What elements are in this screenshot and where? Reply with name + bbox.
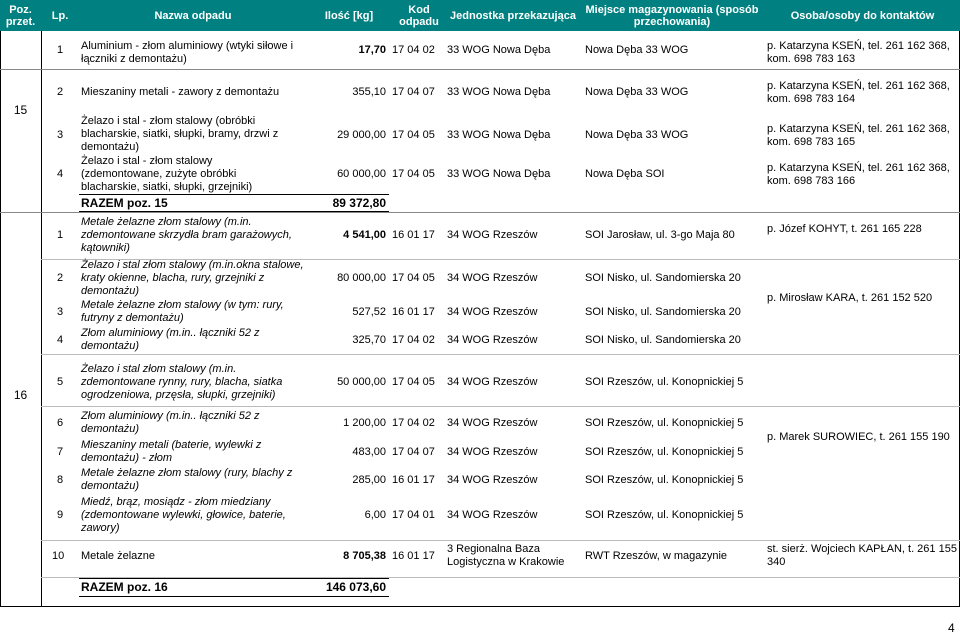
contact: p. Katarzyna KSEŃ, tel. 261 162 368, kom. 698 783 165: [767, 123, 950, 148]
row-kod: 16 01 17: [392, 229, 435, 241]
row-ilosc: 80 000,00: [337, 272, 386, 284]
group-divider: [0, 212, 960, 213]
group-number: 16: [13, 388, 28, 402]
row-jednostka: 33 WOG Nowa Dęba: [447, 129, 551, 141]
header-miejsce: Miejsce magazynowania (sposób przechowania): [585, 3, 759, 28]
row-lp: 1: [56, 229, 64, 241]
row-kod: 17 04 02: [392, 44, 435, 56]
row-miejsce: SOI Rzeszów, ul. Konopnickiej 5: [585, 446, 744, 458]
row-lp: 9: [56, 509, 64, 521]
total-line: [79, 578, 389, 579]
row-lp: 3: [56, 306, 64, 318]
row-kod: 16 01 17: [392, 550, 435, 562]
row-jednostka: 34 WOG Rzeszów: [447, 306, 538, 318]
row-ilosc: 355,10: [352, 86, 386, 98]
row-jednostka: 34 WOG Rzeszów: [447, 474, 538, 486]
row-jednostka: 33 WOG Nowa Dęba: [447, 86, 551, 98]
row-nazwa: Złom aluminiowy (m.in.. łączniki 52 z demontażu): [81, 410, 260, 435]
row-lp: 3: [56, 129, 64, 141]
row-nazwa: Metale żelazne złom stalowy (m.in. zdemontowane skrzydła bram garażowych, kątowniki): [81, 216, 292, 254]
row-ilosc: 1 200,00: [343, 417, 386, 429]
row-ilosc: 8 705,38: [343, 550, 386, 562]
total-value: 89 372,80: [332, 196, 386, 210]
row-lp: 10: [52, 550, 65, 562]
row-lp: 2: [56, 86, 64, 98]
row-lp: 6: [56, 417, 64, 429]
page-number: 4: [948, 621, 955, 635]
contact: p. Mirosław KARA, t. 261 152 520: [767, 292, 933, 304]
row-kod: 17 04 07: [392, 446, 435, 458]
contact: p. Marek SUROWIEC, t. 261 155 190: [767, 431, 950, 443]
row-miejsce: SOI Rzeszów, ul. Konopnickiej 5: [585, 474, 744, 486]
row-kod: 16 01 17: [392, 474, 435, 486]
row-jednostka: 3 Regionalna Baza Logistyczna w Krakowie: [447, 543, 565, 568]
row-nazwa: Metale żelazne: [81, 550, 155, 562]
row-miejsce: Nowa Dęba SOI: [585, 168, 665, 180]
row-ilosc: 50 000,00: [337, 376, 386, 388]
group-number: 15: [13, 103, 28, 117]
row-kod: 16 01 17: [392, 306, 435, 318]
row-jednostka: 34 WOG Rzeszów: [447, 334, 538, 346]
contact: p. Józef KOHYT, t. 261 165 228: [767, 223, 922, 235]
row-jednostka: 34 WOG Rzeszów: [447, 272, 538, 284]
contact: p. Katarzyna KSEŃ, tel. 261 162 368, kom. 698 783 164: [767, 80, 950, 105]
row-ilosc: 29 000,00: [337, 129, 386, 141]
table-header: [0, 0, 960, 31]
row-miejsce: SOI Nisko, ul. Sandomierska 20: [585, 306, 741, 318]
row-kod: 17 04 02: [392, 334, 435, 346]
header-poz: Poz. przet.: [5, 3, 36, 28]
row-miejsce: SOI Nisko, ul. Sandomierska 20: [585, 334, 741, 346]
row-miejsce: Nowa Dęba 33 WOG: [585, 44, 689, 56]
row-nazwa: Aluminium - złom aluminiowy (wtyki siłowe i łączniki z demontażu): [81, 40, 294, 65]
row-lp: 8: [56, 474, 64, 486]
row-kod: 17 04 02: [392, 417, 435, 429]
row-divider: [41, 540, 960, 541]
contact: p. Katarzyna KSEŃ, tel. 261 162 368, kom. 698 783 163: [767, 40, 950, 65]
row-nazwa: Złom aluminiowy (m.in.. łączniki 52 z demontażu): [81, 327, 260, 352]
row-jednostka: 34 WOG Rzeszów: [447, 509, 538, 521]
row-nazwa: Miedź, brąz, mosiądz - złom miedziany (zdemontowane wylewki, głowice, baterie, zawory): [81, 496, 286, 534]
row-nazwa: Metale żelazne złom stalowy (w tym: rury, futryny z demontażu): [81, 299, 284, 324]
total-line: [79, 211, 389, 212]
row-ilosc: 6,00: [364, 509, 386, 521]
header-ilosc: Ilość [kg]: [324, 9, 374, 22]
row-ilosc: 527,52: [352, 306, 386, 318]
border-left: [0, 31, 1, 607]
row-lp: 2: [56, 272, 64, 284]
row-lp: 4: [56, 168, 64, 180]
header-nazwa: Nazwa odpadu: [154, 9, 232, 22]
row-ilosc: 483,00: [352, 446, 386, 458]
row-lp: 4: [56, 334, 64, 346]
row-nazwa: Żelazo i stal - złom stalowy (obróbki blacharskie, siatki, słupki, bramy, drzwi z demontażu): [81, 115, 279, 153]
row-miejsce: SOI Nisko, ul. Sandomierska 20: [585, 272, 741, 284]
group-divider: [0, 69, 960, 70]
row-kod: 17 04 05: [392, 168, 435, 180]
row-miejsce: Nowa Dęba 33 WOG: [585, 129, 689, 141]
row-kod: 17 04 05: [392, 376, 435, 388]
row-miejsce: SOI Rzeszów, ul. Konopnickiej 5: [585, 376, 744, 388]
border-bottom: [0, 606, 960, 607]
total-label: RAZEM poz. 15: [81, 196, 168, 210]
header-kod: Kod odpadu: [399, 3, 439, 28]
header-lp: Lp.: [51, 9, 69, 22]
row-jednostka: 33 WOG Nowa Dęba: [447, 168, 551, 180]
row-miejsce: SOI Jarosław, ul. 3-go Maja 80: [585, 229, 735, 241]
row-jednostka: 34 WOG Rzeszów: [447, 417, 538, 429]
row-kod: 17 04 07: [392, 86, 435, 98]
row-miejsce: SOI Rzeszów, ul. Konopnickiej 5: [585, 509, 744, 521]
row-nazwa: Mieszaniny metali - zawory z demontażu: [81, 86, 280, 98]
row-ilosc: 325,70: [352, 334, 386, 346]
row-nazwa: Żelazo i stal złom stalowy (m.in.okna stalowe, kraty okienne, blacha, rury, grzejniki z demontażu): [81, 259, 304, 297]
row-lp: 1: [56, 44, 64, 56]
row-lp: 7: [56, 446, 64, 458]
header-jednostka: Jednostka przekazująca: [450, 9, 576, 22]
row-miejsce: Nowa Dęba 33 WOG: [585, 86, 689, 98]
row-jednostka: 34 WOG Rzeszów: [447, 376, 538, 388]
total-label: RAZEM poz. 16: [81, 580, 168, 594]
row-divider: [41, 354, 960, 355]
total-line: [79, 194, 389, 195]
total-value: 146 073,60: [325, 580, 386, 594]
row-divider: [41, 406, 960, 407]
row-ilosc: 17,70: [358, 44, 386, 56]
row-nazwa: Żelazo i stal złom stalowy (m.in. zdemontowane rynny, rury, blacha, siatka ogrodzeniowa, przęsła, słupki, grzejniki): [81, 363, 283, 401]
row-nazwa: Mieszaniny metali (baterie, wylewki z demontażu) - złom: [81, 439, 262, 464]
row-kod: 17 04 01: [392, 509, 435, 521]
header-osoba: Osoba/osoby do kontaktów: [790, 9, 935, 22]
contact: st. sierż. Wojciech KAPŁAN, t. 261 155 340: [767, 543, 957, 568]
row-jednostka: 33 WOG Nowa Dęba: [447, 44, 551, 56]
row-ilosc: 285,00: [352, 474, 386, 486]
row-jednostka: 34 WOG Rzeszów: [447, 446, 538, 458]
row-kod: 17 04 05: [392, 272, 435, 284]
row-lp: 5: [56, 376, 64, 388]
total-line: [79, 596, 389, 597]
row-nazwa: Metale żelazne złom stalowy (rury, blachy z demontażu): [81, 467, 293, 492]
row-miejsce: SOI Rzeszów, ul. Konopnickiej 5: [585, 417, 744, 429]
row-kod: 17 04 05: [392, 129, 435, 141]
row-miejsce: RWT Rzeszów, w magazynie: [585, 550, 728, 562]
row-ilosc: 4 541,00: [343, 229, 386, 241]
contact: p. Katarzyna KSEŃ, tel. 261 162 368, kom. 698 783 166: [767, 162, 950, 187]
row-nazwa: Żelazo i stal - złom stalowy (zdemontowane, zużyte obróbki blacharskie, siatki, słupki, grzejniki): [81, 155, 253, 193]
row-ilosc: 60 000,00: [337, 168, 386, 180]
row-jednostka: 34 WOG Rzeszów: [447, 229, 538, 241]
